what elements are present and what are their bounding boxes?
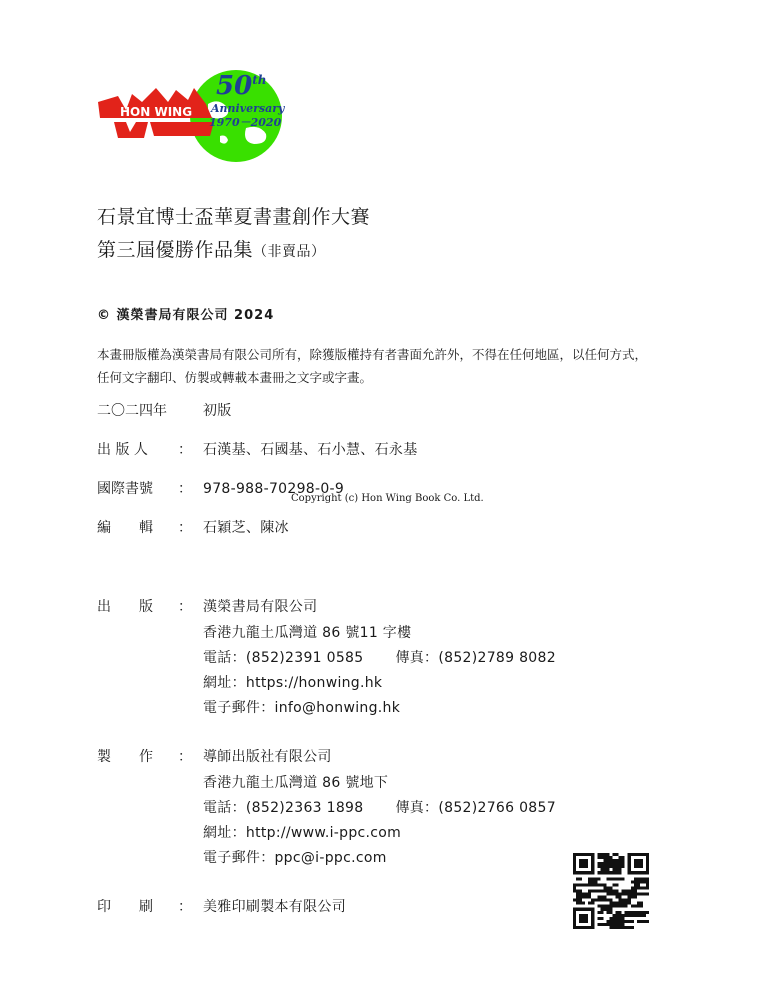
edition-label: 初版 [203,403,232,419]
qr-code [573,853,649,929]
publisher-address: 香港九龍土瓜灣道 86 號11 字樓 [203,625,412,641]
book-title-note: （非賣品） [253,244,326,260]
producer-website: 網址：http://www.i-ppc.com [203,825,402,841]
producer-phone: 電話：(852)2363 1898 [203,800,364,816]
editor-value: 石穎芝、陳冰 [203,520,289,536]
book-title-line1: 石景宜博士盃華夏書畫創作大賽 [97,206,371,228]
printer-row [97,897,346,917]
svg-text:HON WING: HON WING [120,105,193,119]
colon: ： [178,599,192,615]
publisher-name: 漢榮書局有限公司 [203,599,318,615]
edition-row [97,401,232,421]
producer-fax: 傳真：(852)2766 0857 [395,800,556,816]
publisher-person-label: 出 版 人 [97,442,148,458]
producer-address: 香港九龍土瓜灣道 86 號地下 [203,775,389,791]
isbn-row [97,479,345,499]
book-title-main: 第三屆優勝作品集 [97,239,254,261]
publisher-row [97,597,318,617]
publisher-person-row [97,440,418,460]
anniversary-word: Anniversary [211,102,285,115]
publisher-person-value: 石漢基、石國基、石小慧、石永基 [203,442,418,458]
producer-email: 電子郵件：ppc@i-ppc.com [203,850,387,866]
isbn-label: 國際書號 [97,481,153,497]
publisher-website: 網址：https://honwing.hk [203,675,383,691]
isbn-value: 978-988-70298-0-9 [203,481,345,497]
producer-label: 製 作 [97,749,153,765]
producer-contact [203,797,556,817]
copyright-line: © 漢榮書局有限公司 2024 [97,308,275,323]
anniversary-years: 1970－2020 [209,116,282,129]
editor-row [97,518,289,538]
colon: ： [178,442,192,458]
rights-statement: 本畫冊版權為漢榮書局有限公司所有，除獲版權持有者書面允許外，不得在任何地區，以任何方式，任何文字翻印、仿製或轉載本畫冊之文字或字畫。 [97,347,648,385]
hon-wing-wordmark [98,88,214,138]
edition-date: 二〇二四年 [97,403,167,419]
producer-name: 導師出版社有限公司 [203,749,332,765]
printer-value: 美雅印刷製本有限公司 [203,899,346,915]
publisher-label: 出 版 [97,599,153,615]
copyright-overlay-text: Copyright (c) Hon Wing Book Co. Ltd. [291,493,484,504]
publisher-fax: 傳真：(852)2789 8082 [395,650,556,666]
publisher-email: 電子郵件：info@honwing.hk [203,700,401,716]
anniversary-number: 50th [216,71,267,101]
hon-wing-50th-anniversary-logo [96,66,286,168]
colon: ： [178,481,192,497]
publisher-contact [203,647,556,667]
publisher-phone: 電話：(852)2391 0585 [203,650,364,666]
printer-label: 印 刷 [97,899,153,915]
producer-row [97,747,332,767]
colon: ： [178,520,192,536]
book-title-line2 [97,235,326,262]
colon: ： [178,899,192,915]
editor-label: 編 輯 [97,520,153,536]
colon: ： [178,749,192,765]
